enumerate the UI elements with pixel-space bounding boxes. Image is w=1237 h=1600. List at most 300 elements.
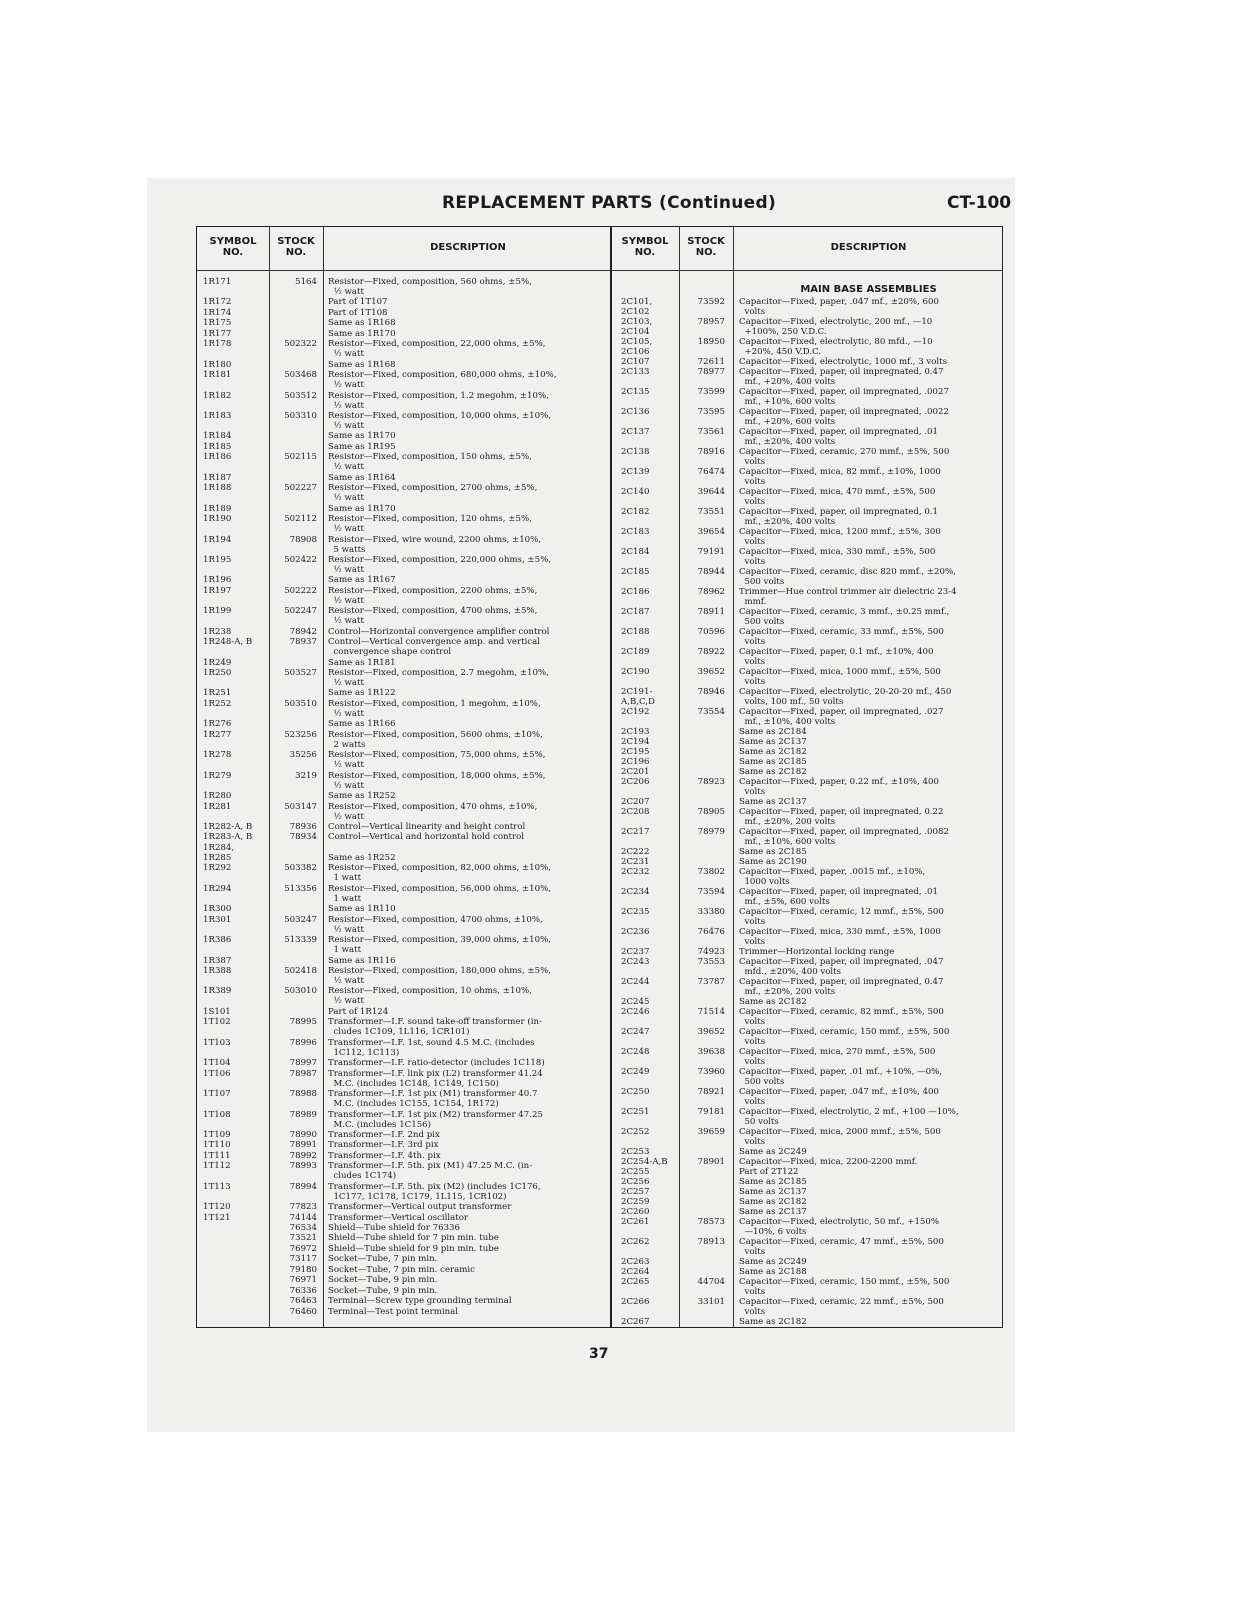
description-cell: Capacitor—Fixed, electrolytic, 80 mfd., —10 +20%, 450 V.D.C. [739, 337, 933, 357]
table-row [197, 863, 611, 883]
table-row [197, 442, 611, 452]
stock-cell: 503247 [284, 914, 317, 925]
table-row [197, 1213, 611, 1223]
table-row [611, 807, 1002, 827]
table-row [611, 1167, 1002, 1177]
model-code: CT-100 [947, 193, 1012, 213]
stock-cell: 44704 [697, 1277, 725, 1287]
description-cell: Same as 1R166 [328, 719, 396, 730]
symbol-cell: 2C101, 2C102 [621, 297, 653, 317]
right-parts-table [610, 226, 1003, 1328]
stock-cell: 78957 [697, 317, 725, 327]
table-row [611, 427, 1002, 447]
stock-cell: 73787 [697, 977, 725, 987]
description-cell: Capacitor—Fixed, paper, oil impregnated, 0.47 mf., +20%, 400 volts [739, 367, 944, 387]
description-cell: Transformer—I.F. 5th. pix (M1) 47.25 M.C. (in- cludes 1C174) [328, 1161, 533, 1182]
stock-cell: 78916 [697, 447, 725, 457]
description-cell: Capacitor—Fixed, paper, oil impregnated, .01 mf., ±5%, 600 volts [739, 887, 938, 907]
symbol-cell: 1R196 [203, 575, 232, 586]
stock-cell: 78946 [697, 687, 725, 697]
description-cell: Terminal—Screw type grounding terminal [328, 1296, 512, 1307]
symbol-cell: 2C139 [621, 467, 650, 477]
description-cell: Transformer—I.F. 1st pix (M2) transformer 47.25 M.C. (includes 1C156) [328, 1109, 543, 1130]
symbol-cell: 2C184 [621, 547, 650, 557]
description-cell: Same as 1R170 [328, 328, 396, 339]
description-cell: Same as 1R110 [328, 904, 396, 915]
table-row [611, 587, 1002, 607]
symbol-cell: 1R171 [203, 277, 232, 287]
table-row [611, 847, 1002, 857]
stock-cell: 39644 [697, 487, 725, 497]
description-cell: Resistor—Fixed, composition, 18,000 ohms, ±5%, ½ watt [328, 770, 546, 791]
stock-cell: 78937 [289, 637, 317, 648]
table-row [611, 507, 1002, 527]
stock-cell: 78994 [289, 1181, 317, 1192]
description-cell: Transformer—I.F. link pix (L2) transformer 41.24 M.C. (includes 1C148, 1C149, 1C150) [328, 1068, 543, 1089]
table-row [197, 699, 611, 719]
table-row [197, 535, 611, 555]
table-row [197, 329, 611, 339]
description-cell: Capacitor—Fixed, ceramic, 150 mmf., ±5%, 500 volts [739, 1277, 950, 1297]
description-cell: Same as 2C182 [739, 1317, 807, 1327]
symbol-cell: 1R174 [203, 307, 232, 318]
table-row [611, 317, 1002, 337]
description-cell: Capacitor—Fixed, paper, .047 mf., ±10%, 400 volts [739, 1087, 939, 1107]
symbol-cell: 1R249 [203, 657, 232, 668]
table-row [197, 473, 611, 483]
table-row [197, 935, 611, 955]
symbol-cell: 2C133 [621, 367, 650, 377]
description-cell: Resistor—Fixed, composition, 150 ohms, ±5%, ½ watt [328, 452, 532, 473]
stock-cell: 73521 [289, 1233, 317, 1244]
stock-cell: 502418 [284, 965, 317, 976]
table-row [611, 1027, 1002, 1047]
table-row [611, 797, 1002, 807]
description-cell: Same as 1R164 [328, 472, 396, 483]
stock-cell: 78934 [289, 832, 317, 843]
symbol-cell: 1R177 [203, 328, 232, 339]
table-row [197, 452, 611, 472]
description-cell: Same as 1R195 [328, 441, 396, 452]
table-row [611, 407, 1002, 427]
description-cell: Capacitor—Fixed, electrolytic, 20-20-20 mf., 450 volts, 100 mf., 50 volts [739, 687, 952, 707]
stock-cell: 78573 [697, 1217, 725, 1227]
table-row [611, 1267, 1002, 1277]
table-row [611, 547, 1002, 567]
description-cell: Part of 2T122 [739, 1167, 799, 1177]
symbol-cell: 2C257 [621, 1187, 650, 1197]
description-cell: Capacitor—Fixed, mica, 330 mmf., ±5%, 1000 volts [739, 927, 941, 947]
symbol-cell: 1T111 [203, 1150, 231, 1161]
table-row [197, 832, 611, 842]
symbol-cell: 2C194 [621, 737, 650, 747]
table-row [611, 1207, 1002, 1217]
symbol-cell: 1R197 [203, 585, 232, 596]
symbol-cell: 1R276 [203, 719, 232, 730]
stock-cell: 502422 [284, 554, 317, 565]
table-row [197, 956, 611, 966]
stock-cell: 76476 [697, 927, 725, 937]
symbol-cell: 2C236 [621, 927, 650, 937]
table-row [197, 791, 611, 801]
symbol-cell: 1R284, 1R285 [203, 842, 235, 863]
description-cell: Socket—Tube, 9 pin min. [328, 1275, 438, 1286]
symbol-cell: 2C247 [621, 1027, 650, 1037]
table-row [197, 966, 611, 986]
table-row [611, 1127, 1002, 1147]
symbol-cell: 2C245 [621, 997, 650, 1007]
description-cell: Socket—Tube, 7 pin min. ceramic [328, 1264, 475, 1275]
stock-cell: 73551 [697, 507, 725, 517]
table-row [611, 567, 1002, 587]
description-cell: Same as 2C137 [739, 737, 807, 747]
description-cell: Same as 2C182 [739, 997, 807, 1007]
table-row [197, 915, 611, 935]
stock-cell: 78977 [697, 367, 725, 377]
stock-cell: 73594 [697, 887, 725, 897]
symbol-cell: 1R188 [203, 483, 232, 494]
table-row [611, 737, 1002, 747]
header-divider [611, 270, 1002, 271]
description-cell: Control—Vertical convergence amp. and vertical convergence shape control [328, 637, 540, 658]
description-cell: Trimmer—Horizontal locking range [739, 947, 895, 957]
symbol-cell: 2C234 [621, 887, 650, 897]
table-row [611, 1067, 1002, 1087]
stock-cell: 503527 [284, 668, 317, 679]
description-cell: Part of 1T108 [328, 307, 388, 318]
description-cell: Resistor—Fixed, composition, 10 ohms, ±10%, ½ watt [328, 986, 532, 1007]
stock-cell: 39654 [697, 527, 725, 537]
symbol-cell: 2C249 [621, 1067, 650, 1077]
symbol-cell: 2C251 [621, 1107, 650, 1117]
table-row [197, 555, 611, 575]
table-row [611, 1277, 1002, 1297]
description-cell: Same as 2C184 [739, 727, 807, 737]
stock-cell: 502247 [284, 606, 317, 617]
symbol-cell: 1R389 [203, 986, 232, 997]
symbol-cell: 2C137 [621, 427, 650, 437]
table-row [197, 904, 611, 914]
table-row [611, 827, 1002, 847]
table-row [197, 1069, 611, 1089]
table-row [197, 688, 611, 698]
description-cell: Resistor—Fixed, composition, 1.2 megohm, ±10%, ½ watt [328, 390, 549, 411]
symbol-cell: 2C253 [621, 1147, 650, 1157]
stock-cell: 79181 [697, 1107, 725, 1117]
description-cell: Transformer—I.F. sound take-off transformer (in- cludes 1C109, 1L116, 1CR101) [328, 1017, 542, 1038]
symbol-cell: 2C252 [621, 1127, 650, 1137]
description-cell: Resistor—Fixed, composition, 120 ohms, ±5%, ½ watt [328, 514, 532, 535]
symbol-cell: 2C107 [621, 357, 650, 367]
symbol-cell: 2C254-A,B [621, 1157, 668, 1167]
table-row [197, 1254, 611, 1264]
stock-cell: 74144 [289, 1212, 317, 1223]
symbol-cell: 1R172 [203, 297, 232, 308]
description-cell: Capacitor—Fixed, paper, oil impregnated, .027 mf., ±10%, 400 volts [739, 707, 944, 727]
description-cell: Same as 2C185 [739, 847, 807, 857]
symbol-cell: 1T120 [203, 1202, 231, 1213]
description-cell: Resistor—Fixed, composition, 22,000 ohms, ±5%, ½ watt [328, 339, 546, 360]
symbol-cell: 2C190 [621, 667, 650, 677]
symbol-cell: 2C255 [621, 1167, 650, 1177]
stock-cell: 73592 [697, 297, 725, 307]
description-cell: Capacitor—Fixed, ceramic, 150 mmf., ±5%, 500 volts [739, 1027, 950, 1047]
table-row [611, 357, 1002, 367]
description-cell: Capacitor—Fixed, ceramic, 22 mmf., ±5%, 500 volts [739, 1297, 944, 1317]
table-row [611, 487, 1002, 507]
stock-cell: 78922 [697, 647, 725, 657]
symbol-cell: 1T103 [203, 1037, 231, 1048]
symbol-cell: 2C135 [621, 387, 650, 397]
stock-cell: 502322 [284, 339, 317, 350]
description-cell: Resistor—Fixed, composition, 180,000 ohms, ±5%, ½ watt [328, 965, 551, 986]
symbol-cell: 2C182 [621, 507, 650, 517]
description-cell: Same as 1R252 [328, 852, 396, 863]
description-cell: Capacitor—Fixed, mica, 82 mmf., ±10%, 1000 volts [739, 467, 941, 487]
symbol-cell: 2C103, 2C104 [621, 317, 653, 337]
stock-cell: 39652 [697, 1027, 725, 1037]
description-cell: Same as 2C249 [739, 1257, 807, 1267]
stock-cell: 79191 [697, 547, 725, 557]
stock-cell: 73595 [697, 407, 725, 417]
description-cell: Same as 2C188 [739, 1267, 807, 1277]
symbol-cell: 2C105, 2C106 [621, 337, 653, 357]
stock-cell: 39659 [697, 1127, 725, 1137]
table-row [611, 857, 1002, 867]
stock-column-header: STOCK NO. [687, 236, 725, 258]
symbol-cell: 1T108 [203, 1109, 231, 1120]
stock-cell: 76474 [697, 467, 725, 477]
table-row [197, 1110, 611, 1130]
symbol-cell: 1R252 [203, 698, 232, 709]
description-cell: Resistor—Fixed, composition, 680,000 ohms, ±10%, ½ watt [328, 370, 557, 391]
table-row [611, 687, 1002, 707]
table-row [611, 1257, 1002, 1267]
table-row [197, 1140, 611, 1150]
description-cell: Shield—Tube shield for 9 pin min. tube [328, 1243, 499, 1254]
stock-cell: 5164 [295, 277, 317, 287]
symbol-cell: 2C243 [621, 957, 650, 967]
symbol-cell: 2C244 [621, 977, 650, 987]
stock-cell: 39638 [697, 1047, 725, 1057]
stock-cell: 78923 [697, 777, 725, 787]
table-row [197, 1130, 611, 1140]
description-cell: Capacitor—Fixed, paper, .0015 mf., ±10%, 1000 volts [739, 867, 926, 887]
table-row [611, 647, 1002, 667]
stock-cell: 77823 [289, 1202, 317, 1213]
symbol-cell: 1T110 [203, 1140, 231, 1151]
symbol-cell: 2C196 [621, 757, 650, 767]
header-divider [197, 270, 611, 271]
description-cell: Same as 2C182 [739, 747, 807, 757]
table-row [611, 977, 1002, 997]
description-cell: Capacitor—Fixed, electrolytic, 1000 mf., 3 volts [739, 357, 948, 367]
description-cell: Shield—Tube shield for 76336 [328, 1223, 460, 1234]
description-cell: Capacitor—Fixed, paper, .01 mf., +10%, —0%, 500 volts [739, 1067, 943, 1087]
symbol-cell: 1R251 [203, 688, 232, 699]
description-cell: Same as 2C182 [739, 1197, 807, 1207]
symbol-cell: 1T121 [203, 1212, 231, 1223]
symbol-cell: 1T112 [203, 1161, 231, 1172]
table-row [197, 1265, 611, 1275]
table-row [197, 986, 611, 1006]
description-cell: Same as 1R116 [328, 955, 396, 966]
table-row [611, 757, 1002, 767]
table-row [197, 318, 611, 328]
description-cell: Same as 1R181 [328, 657, 396, 668]
stock-cell: 78988 [289, 1089, 317, 1100]
description-cell: Capacitor—Fixed, ceramic, 33 mmf., ±5%, 500 volts [739, 627, 944, 647]
description-cell: Capacitor—Fixed, paper, .047 mf., ±20%, 600 volts [739, 297, 939, 317]
table-row [197, 637, 611, 657]
table-row [611, 447, 1002, 467]
symbol-cell: 2C185 [621, 567, 650, 577]
table-row [611, 1197, 1002, 1207]
table-row [197, 431, 611, 441]
stock-cell: 502222 [284, 585, 317, 596]
table-row [611, 1297, 1002, 1317]
symbol-cell: 1R294 [203, 883, 232, 894]
stock-cell: 73117 [289, 1254, 317, 1265]
table-row [197, 1058, 611, 1068]
symbol-cell: 2C136 [621, 407, 650, 417]
description-column-header: DESCRIPTION [830, 242, 907, 253]
symbol-cell: 2C193 [621, 727, 650, 737]
table-row [197, 822, 611, 832]
stock-cell: 503310 [284, 410, 317, 421]
table-row [197, 771, 611, 791]
symbol-cell: 1R189 [203, 503, 232, 514]
description-cell: Transformer—I.F. 4th. pix [328, 1150, 441, 1161]
symbol-cell: 2C260 [621, 1207, 650, 1217]
stock-cell: 78901 [697, 1157, 725, 1167]
stock-cell: 78997 [289, 1058, 317, 1069]
description-cell: Capacitor—Fixed, paper, 0.1 mf., ±10%, 400 volts [739, 647, 934, 667]
table-row [197, 1089, 611, 1109]
stock-cell: 78944 [697, 567, 725, 577]
description-cell: Capacitor—Fixed, paper, oil impregnated, 0.1 mf., ±20%, 400 volts [739, 507, 938, 527]
symbol-column-header: SYMBOL NO. [621, 236, 669, 258]
table-row [197, 575, 611, 585]
stock-cell: 70596 [697, 627, 725, 637]
description-cell: Resistor—Fixed, composition, 39,000 ohms, ±10%, 1 watt [328, 935, 551, 956]
description-cell: Resistor—Fixed, composition, 2700 ohms, ±5%, ½ watt [328, 483, 538, 504]
table-row [197, 504, 611, 514]
description-cell: Capacitor—Fixed, electrolytic, 200 mf., —10 +100%, 250 V.D.C. [739, 317, 933, 337]
description-cell: Capacitor—Fixed, paper, oil impregnated, 0.22 mf., ±20%, 200 volts [739, 807, 944, 827]
symbol-cell: 1R178 [203, 339, 232, 350]
symbol-cell: 2C261 [621, 1217, 650, 1227]
description-cell: Same as 2C249 [739, 1147, 807, 1157]
table-row [611, 997, 1002, 1007]
stock-cell: 502227 [284, 483, 317, 494]
stock-cell: 39652 [697, 667, 725, 677]
stock-cell: 79180 [289, 1264, 317, 1275]
stock-cell: 71514 [697, 1007, 725, 1017]
description-cell: Capacitor—Fixed, paper, oil impregnated, .047 mfd., ±20%, 400 volts [739, 957, 944, 977]
table-row [197, 514, 611, 534]
symbol-cell: 2C186 [621, 587, 650, 597]
symbol-column-header: SYMBOL NO. [209, 236, 257, 258]
stock-cell: 78992 [289, 1150, 317, 1161]
table-row [611, 1217, 1002, 1237]
stock-cell: 74923 [697, 947, 725, 957]
table-row [197, 1161, 611, 1181]
symbol-cell: 1R182 [203, 390, 232, 401]
symbol-cell: 1R194 [203, 534, 232, 545]
table-row [611, 1087, 1002, 1107]
table-row [197, 370, 611, 390]
stock-cell: 513339 [284, 935, 317, 946]
symbol-cell: 2C246 [621, 1007, 650, 1017]
symbol-cell: 2C237 [621, 947, 650, 957]
description-cell: Control—Vertical and horizontal hold control [328, 832, 525, 843]
symbol-cell: 1R387 [203, 955, 232, 966]
symbol-cell: 2C262 [621, 1237, 650, 1247]
symbol-cell: 1S101 [203, 1006, 231, 1017]
table-row [197, 1202, 611, 1212]
description-cell: Same as 1R167 [328, 575, 396, 586]
symbol-cell: 2C217 [621, 827, 650, 837]
table-row [197, 719, 611, 729]
table-row [611, 1147, 1002, 1157]
table-row [197, 668, 611, 688]
stock-cell: 78936 [289, 822, 317, 832]
symbol-cell: 2C187 [621, 607, 650, 617]
table-row [611, 887, 1002, 907]
stock-cell: 35256 [289, 750, 317, 761]
symbol-cell: 1T104 [203, 1058, 231, 1069]
stock-cell: 73960 [697, 1067, 725, 1077]
table-row [197, 1223, 611, 1233]
description-cell: Capacitor—Fixed, paper, oil impregnated, 0.47 mf., ±20%, 200 volts [739, 977, 944, 997]
symbol-cell: 1R281 [203, 801, 232, 812]
symbol-cell: 2C264 [621, 1267, 650, 1277]
stock-cell: 76972 [289, 1243, 317, 1254]
description-cell: Same as 2C182 [739, 767, 807, 777]
description-cell: Resistor—Fixed, composition, 4700 ohms, ±5%, ½ watt [328, 606, 538, 627]
table-row [611, 1237, 1002, 1257]
symbol-cell: 1T106 [203, 1068, 231, 1079]
table-row [197, 297, 611, 307]
table-row [197, 1182, 611, 1202]
symbol-cell: 2C267 [621, 1317, 650, 1327]
table-row [611, 727, 1002, 737]
description-cell: Resistor—Fixed, composition, 2200 ohms, ±5%, ½ watt [328, 585, 538, 606]
description-cell: Resistor—Fixed, wire wound, 2200 ohms, ±10%, 5 watts [328, 534, 542, 555]
stock-cell: 33380 [697, 907, 725, 917]
description-cell: Capacitor—Fixed, ceramic, 270 mmf., ±5%, 500 volts [739, 447, 950, 467]
table-row [611, 527, 1002, 547]
description-cell: Transformer—I.F. 1st, sound 4.5 M.C. (includes 1C112, 1C113) [328, 1037, 535, 1058]
description-cell: Part of 1R124 [328, 1006, 389, 1017]
symbol-cell: 1R278 [203, 750, 232, 761]
symbol-cell: 2C259 [621, 1197, 650, 1207]
symbol-cell: 1R388 [203, 965, 232, 976]
description-cell: Same as 2C185 [739, 757, 807, 767]
description-cell: Part of 1T107 [328, 297, 388, 308]
table-row [197, 391, 611, 411]
stock-cell: 78989 [289, 1109, 317, 1120]
symbol-cell: 2C207 [621, 797, 650, 807]
description-cell: Terminal—Test point terminal [328, 1306, 458, 1317]
symbol-cell: 1R301 [203, 914, 232, 925]
symbol-cell: 1R195 [203, 554, 232, 565]
table-row [611, 667, 1002, 687]
table-row [197, 1151, 611, 1161]
table-row [197, 1244, 611, 1254]
description-cell: Capacitor—Fixed, ceramic, disc 820 mmf., ±20%, 500 volts [739, 567, 956, 587]
